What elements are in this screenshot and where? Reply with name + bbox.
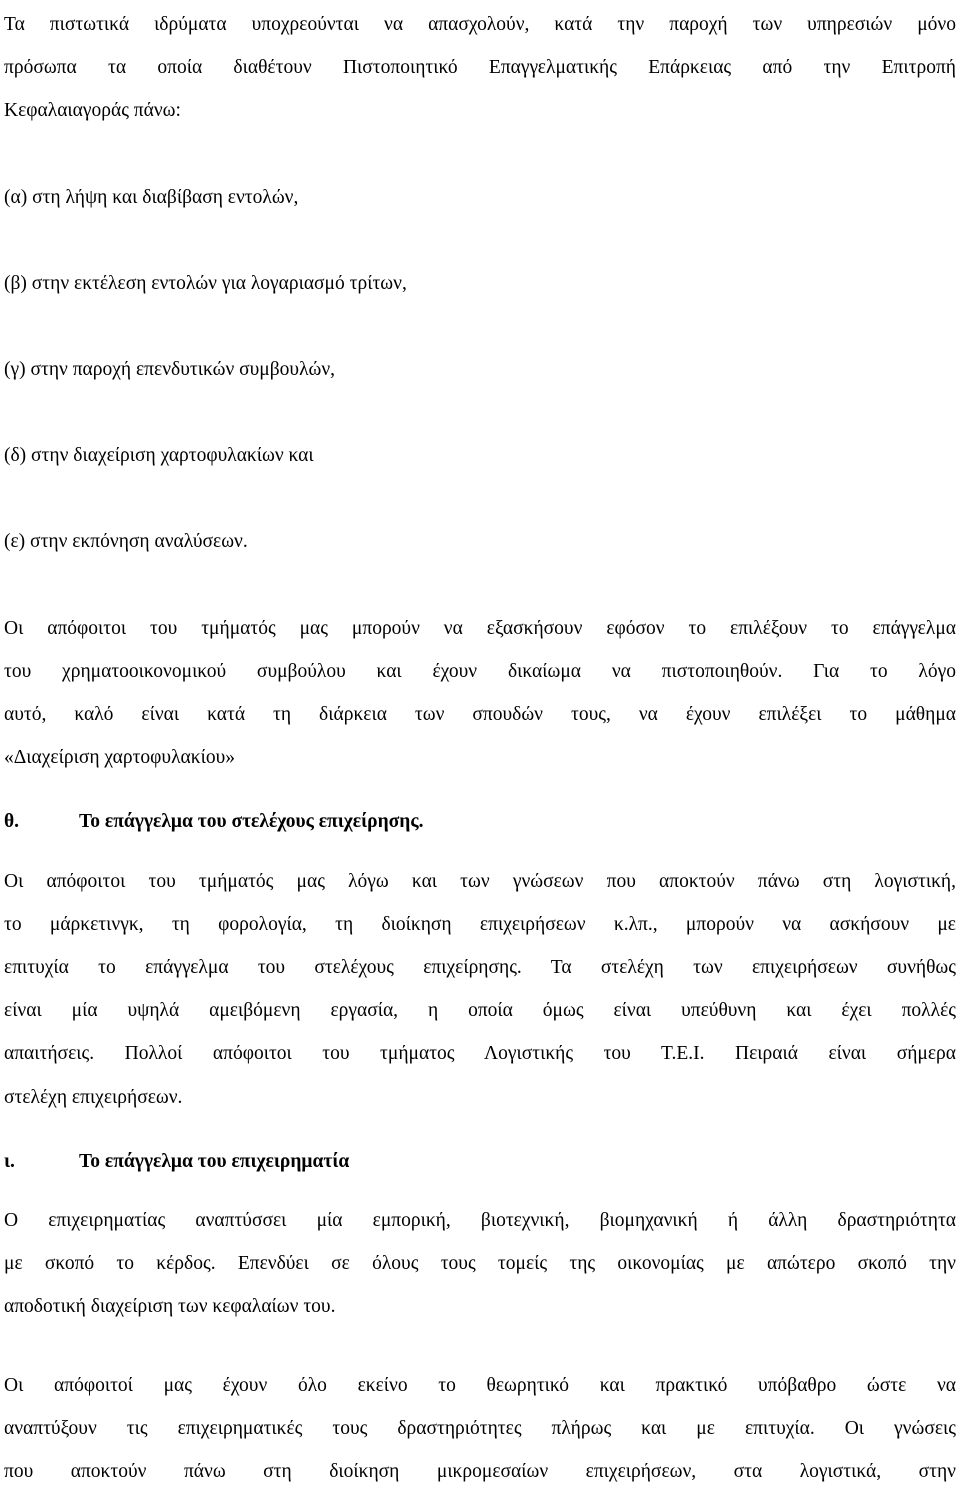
graduates-entrepreneur-paragraph — [4, 1364, 956, 1493]
text-line: που αποκτούν πάνω στη διοίκηση μικρομεσαίων επιχειρήσεων, στα λογιστικά, στην — [4, 1461, 956, 1483]
section-number: θ. — [4, 811, 20, 833]
text-line: Οι απόφοιτοί μας έχουν όλο εκείνο το θεωρητικό και πρακτικό υπόβαθρο ώστε να — [4, 1374, 956, 1396]
text-line: είναι μία υψηλά αμειβόμενη εργασία, η οποία όμως είναι υπεύθυνη και έχει πολλές — [4, 1000, 956, 1022]
text-line: «Διαχείριση χαρτοφυλακίου» — [4, 747, 235, 769]
text-line: με σκοπό το κέρδος. Επενδύει σε όλους τους τομείς της οικονομίας με απώτερο σκοπό την — [4, 1253, 956, 1275]
text-line: Ο επιχειρηματίας αναπτύσσει μία εμπορική, βιοτεχνική, βιομηχανική ή άλλη δραστηριότητα — [4, 1210, 956, 1232]
text-line: Οι απόφοιτοι του τμήματός μας μπορούν να εξασκήσουν εφόσον το επιλέξουν το επάγγελμα — [4, 617, 956, 639]
list-item: (α) στη λήψη και διαβίβαση εντολών, — [4, 186, 299, 208]
text-line: επιτυχία το επάγγελμα του στελέχους επιχείρησης. Τα στελέχη των επιχειρήσεων συνήθως — [4, 957, 956, 979]
text-line: αποδοτική διαχείριση των κεφαλαίων του. — [4, 1296, 336, 1318]
text-line: Τα πιστωτικά ιδρύματα υποχρεούνται να απασχολούν, κατά την παροχή των υπηρεσιών μόνο — [4, 14, 956, 35]
section-heading-theta — [4, 800, 956, 843]
text-line: απαιτήσεις. Πολλοί απόφοιτοι του τμήματος Λογιστικής του Τ.Ε.Ι. Πειραιά είναι σήμερα — [4, 1043, 956, 1065]
entrepreneur-paragraph — [4, 1199, 956, 1329]
text-line: του χρηματοοικονομικού συμβούλου και έχουν δικαίωμα να πιστοποιηθούν. Για το λόγο — [4, 660, 956, 682]
text-line: Οι απόφοιτοι του τμήματός μας λόγω και των γνώσεων που αποκτούν πάνω στη λογιστική, — [4, 870, 956, 892]
text-line: το μάρκετινγκ, τη φορολογία, τη διοίκηση επιχειρήσεων κ.λπ., μπορούν να ασκήσουν με — [4, 913, 956, 935]
list-item: (ε) στην εκπόνηση αναλύσεων. — [4, 531, 248, 553]
list-item: (γ) στην παροχή επενδυτικών συμβουλών, — [4, 359, 336, 381]
list-item: (δ) στην διαχείριση χαρτοφυλακίων και — [4, 445, 314, 467]
executive-paragraph — [4, 860, 956, 1119]
section-title: Το επάγγελμα του επιχειρηματία — [79, 1150, 350, 1172]
graduates-advisor-paragraph — [4, 607, 956, 780]
intro-paragraph — [4, 3, 956, 133]
section-title: Το επάγγελμα του στελέχους επιχείρησης. — [79, 811, 424, 833]
text-line: πρόσωπα τα οποία διαθέτουν Πιστοποιητικό Επαγγελματικής Επάρκειας από την Επιτροπή — [4, 57, 956, 79]
section-heading-iota — [4, 1140, 956, 1183]
text-line: στελέχη επιχειρήσεων. — [4, 1086, 183, 1108]
list-item: (β) στην εκτέλεση εντολών για λογαριασμό τρίτων, — [4, 272, 407, 294]
text-line: αναπτύξουν τις επιχειρηματικές τους δραστηριότητες πλήρως και με επιτυχία. Οι γνώσεις — [4, 1417, 956, 1439]
text-line: αυτό, καλό είναι κατά τη διάρκεια των σπουδών τους, να έχουν επιλέξει το μάθημα — [4, 704, 956, 726]
section-number: ι. — [4, 1150, 15, 1172]
text-line: Κεφαλαιαγοράς πάνω: — [4, 100, 181, 122]
